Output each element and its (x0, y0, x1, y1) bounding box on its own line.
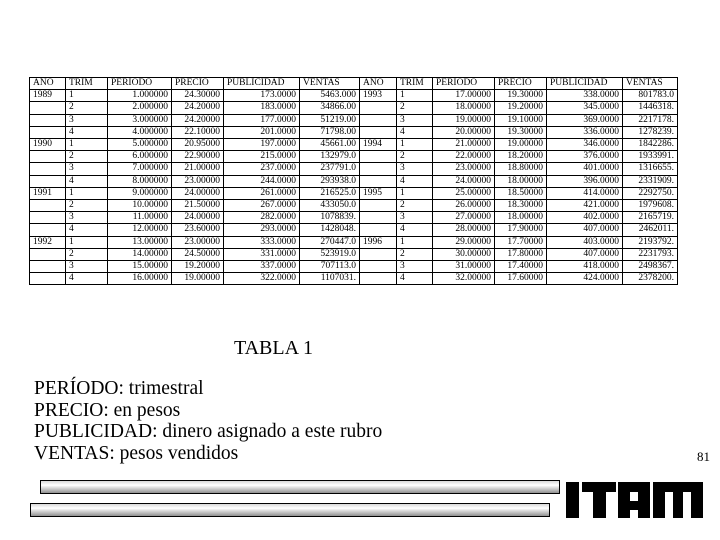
table-cell: 2 (397, 102, 433, 114)
table-cell: 13.00000 (108, 236, 172, 248)
table-cell: 22.90000 (172, 151, 224, 163)
table-cell: 2217178. (623, 114, 678, 126)
table-cell (30, 212, 66, 224)
table-cell: 4 (66, 224, 108, 236)
table-cell (30, 175, 66, 187)
table-cell: 2231793. (623, 248, 678, 260)
table-cell: 183.0000 (224, 102, 300, 114)
definitions-list (34, 378, 382, 464)
table-cell: 1 (397, 187, 433, 199)
column-header: AÑO (360, 78, 397, 90)
column-header: VENTAS (300, 78, 360, 90)
table-cell: 18.30000 (495, 200, 547, 212)
table-row (30, 90, 678, 102)
table-cell: 71798.00 (300, 126, 360, 138)
table-cell: 1989 (30, 90, 66, 102)
table-cell: 17.60000 (495, 273, 547, 285)
table-cell: 424.0000 (547, 273, 623, 285)
table-cell: 197.0000 (224, 139, 300, 151)
table-cell: 22.00000 (433, 151, 495, 163)
page-number: 81 (697, 449, 710, 464)
table-cell: 3 (397, 114, 433, 126)
table-cell: 32.00000 (433, 273, 495, 285)
table-cell: 24.20000 (172, 114, 224, 126)
table-cell: 333.0000 (224, 236, 300, 248)
table-cell: 20.00000 (433, 126, 495, 138)
table-cell: 24.50000 (172, 248, 224, 260)
table-cell: 1316655. (623, 163, 678, 175)
table-cell: 345.0000 (547, 102, 623, 114)
table-cell: 270447.0 (300, 236, 360, 248)
table-caption: TABLA 1 (234, 337, 313, 359)
table-cell: 19.10000 (495, 114, 547, 126)
table-cell: 2 (66, 151, 108, 163)
column-header: PUBLICIDAD (224, 78, 300, 90)
table-cell (360, 126, 397, 138)
table-cell: 11.00000 (108, 212, 172, 224)
table-cell: 3 (66, 212, 108, 224)
table-cell: 1 (66, 139, 108, 151)
table-cell (30, 261, 66, 273)
table-cell: 18.00000 (495, 175, 547, 187)
table-cell: 215.0000 (224, 151, 300, 163)
table-cell: 418.0000 (547, 261, 623, 273)
table-row (30, 126, 678, 138)
table-cell: 24.00000 (172, 187, 224, 199)
table-cell: 401.0000 (547, 163, 623, 175)
table-cell: 4 (66, 273, 108, 285)
table-cell: 4 (397, 224, 433, 236)
table-cell: 1 (66, 90, 108, 102)
table-cell (360, 163, 397, 175)
table-header-row (30, 78, 678, 90)
table-cell: 293.0000 (224, 224, 300, 236)
table-cell: 23.00000 (172, 175, 224, 187)
definition-publicidad: PUBLICIDAD: dinero asignado a este rubro (34, 421, 383, 442)
table-cell: 4 (66, 126, 108, 138)
table-cell: 1991 (30, 187, 66, 199)
table-cell: 19.20000 (495, 102, 547, 114)
table-cell: 421.0000 (547, 200, 623, 212)
table-cell: 403.0000 (547, 236, 623, 248)
table-cell: 1996 (360, 236, 397, 248)
table-cell: 216525.0 (300, 187, 360, 199)
table-cell: 132979.0 (300, 151, 360, 163)
table-cell: 5463.000 (300, 90, 360, 102)
decorative-bar-bottom (30, 503, 550, 517)
table-cell: 2292750. (623, 187, 678, 199)
table-cell: 376.0000 (547, 151, 623, 163)
column-header: PRECIO (172, 78, 224, 90)
table-row (30, 151, 678, 163)
table-cell: 21.50000 (172, 200, 224, 212)
table-cell: 18.80000 (495, 163, 547, 175)
table-cell (360, 261, 397, 273)
table-cell (30, 224, 66, 236)
table-cell: 4 (397, 273, 433, 285)
table-cell: 18.00000 (433, 102, 495, 114)
table-cell: 3 (66, 261, 108, 273)
table-cell: 2378200. (623, 273, 678, 285)
table-cell: 22.10000 (172, 126, 224, 138)
table-cell: 177.0000 (224, 114, 300, 126)
table-cell: 267.0000 (224, 200, 300, 212)
column-header: TRIM (66, 78, 108, 90)
table-cell: 45661.00 (300, 139, 360, 151)
table-cell: 14.00000 (108, 248, 172, 260)
table-row (30, 261, 678, 273)
table-cell: 10.00000 (108, 200, 172, 212)
table-cell: 21.00000 (172, 163, 224, 175)
table-cell: 8.000000 (108, 175, 172, 187)
table-cell: 407.0000 (547, 224, 623, 236)
table-cell: 30.00000 (433, 248, 495, 260)
table-cell (30, 126, 66, 138)
table-cell: 1994 (360, 139, 397, 151)
table-cell: 1107031. (300, 273, 360, 285)
definition-ventas: VENTAS: pesos vendidos (34, 442, 239, 464)
table-cell: 322.0000 (224, 273, 300, 285)
table-cell: 18.20000 (495, 151, 547, 163)
table-cell: 337.0000 (224, 261, 300, 273)
table-cell: 3 (66, 163, 108, 175)
table-cell: 4 (66, 175, 108, 187)
table-cell: 16.00000 (108, 273, 172, 285)
table-cell: 1446318. (623, 102, 678, 114)
table-cell (360, 248, 397, 260)
table-cell: 17.00000 (433, 90, 495, 102)
table-cell: 17.90000 (495, 224, 547, 236)
table-cell: 12.00000 (108, 224, 172, 236)
table-cell: 1.000000 (108, 90, 172, 102)
table-cell: 2 (66, 248, 108, 260)
table-cell: 2462011. (623, 224, 678, 236)
table-cell: 1 (66, 236, 108, 248)
table-cell: 18.00000 (495, 212, 547, 224)
table-cell: 3.000000 (108, 114, 172, 126)
table-cell: 2 (66, 102, 108, 114)
table-cell: 261.0000 (224, 187, 300, 199)
itam-logo (566, 478, 706, 522)
table-cell: 433050.0 (300, 200, 360, 212)
table-cell: 28.00000 (433, 224, 495, 236)
table-cell: 4 (397, 175, 433, 187)
definition-periodo: PERÍODO: trimestral (34, 378, 204, 399)
table-cell (360, 224, 397, 236)
table-cell: 1933991. (623, 151, 678, 163)
table-cell: 707113.0 (300, 261, 360, 273)
table-cell: 27.00000 (433, 212, 495, 224)
table-cell: 1 (397, 90, 433, 102)
table-cell: 4 (397, 126, 433, 138)
table-cell: 25.00000 (433, 187, 495, 199)
table-cell: 1078839. (300, 212, 360, 224)
table-cell: 369.0000 (547, 114, 623, 126)
table-cell: 2165719. (623, 212, 678, 224)
table-cell: 24.00000 (433, 175, 495, 187)
decorative-bar-top (40, 480, 560, 494)
table-cell (360, 273, 397, 285)
table-cell: 24.00000 (172, 212, 224, 224)
table-row (30, 212, 678, 224)
table-cell: 17.40000 (495, 261, 547, 273)
table-cell: 801783.0 (623, 90, 678, 102)
table-cell: 51219.00 (300, 114, 360, 126)
table-cell: 31.00000 (433, 261, 495, 273)
table-cell: 1995 (360, 187, 397, 199)
table-cell: 15.00000 (108, 261, 172, 273)
table-cell: 29.00000 (433, 236, 495, 248)
table-cell (30, 200, 66, 212)
table-cell: 1278239. (623, 126, 678, 138)
table-cell: 2 (397, 151, 433, 163)
table-cell: 3 (397, 163, 433, 175)
table-cell: 23.00000 (433, 163, 495, 175)
table-cell: 282.0000 (224, 212, 300, 224)
table-cell: 336.0000 (547, 126, 623, 138)
table-cell: 19.00000 (495, 139, 547, 151)
table-cell: 338.0000 (547, 90, 623, 102)
table-cell: 26.00000 (433, 200, 495, 212)
table-cell: 2193792. (623, 236, 678, 248)
table-cell: 1990 (30, 139, 66, 151)
table-cell: 2 (397, 200, 433, 212)
table-cell: 396.0000 (547, 175, 623, 187)
table-cell: 19.20000 (172, 261, 224, 273)
table-cell: 201.0000 (224, 126, 300, 138)
table-cell: 19.30000 (495, 90, 547, 102)
table-cell: 2498367. (623, 261, 678, 273)
table-row (30, 102, 678, 114)
table-cell: 19.30000 (495, 126, 547, 138)
column-header: PERIODO (433, 78, 495, 90)
table-cell: 2.000000 (108, 102, 172, 114)
column-header: AÑO (30, 78, 66, 90)
table-cell: 173.0000 (224, 90, 300, 102)
table-row (30, 187, 678, 199)
table-cell: 24.30000 (172, 90, 224, 102)
table-cell (360, 102, 397, 114)
table-cell (360, 151, 397, 163)
table-row (30, 236, 678, 248)
table-row (30, 248, 678, 260)
column-header: PRECIO (495, 78, 547, 90)
table-cell: 20.95000 (172, 139, 224, 151)
table-cell: 244.0000 (224, 175, 300, 187)
table-cell: 1842286. (623, 139, 678, 151)
table-cell: 1993 (360, 90, 397, 102)
table-row (30, 273, 678, 285)
table-cell: 3 (66, 114, 108, 126)
table-cell: 7.000000 (108, 163, 172, 175)
table-cell: 3 (397, 212, 433, 224)
table-cell (30, 163, 66, 175)
table-cell: 1979608. (623, 200, 678, 212)
table-cell (360, 114, 397, 126)
table-cell: 23.00000 (172, 236, 224, 248)
table-cell (30, 151, 66, 163)
table-body (30, 90, 678, 285)
table-cell: 17.70000 (495, 236, 547, 248)
table-cell (360, 212, 397, 224)
table-row (30, 163, 678, 175)
table-cell: 6.000000 (108, 151, 172, 163)
table-cell: 17.80000 (495, 248, 547, 260)
table-cell: 2 (397, 248, 433, 260)
table-cell: 34866.00 (300, 102, 360, 114)
table-cell: 3 (397, 261, 433, 273)
column-header: PERIODO (108, 78, 172, 90)
table-row (30, 114, 678, 126)
table-cell: 19.00000 (433, 114, 495, 126)
table-cell: 9.000000 (108, 187, 172, 199)
table-cell: 331.0000 (224, 248, 300, 260)
table-cell (30, 102, 66, 114)
table-row (30, 139, 678, 151)
table-cell: 237.0000 (224, 163, 300, 175)
table-row (30, 224, 678, 236)
table-cell (30, 114, 66, 126)
data-table (29, 77, 678, 285)
definition-precio: PRECIO: en pesos (34, 399, 181, 421)
table-cell (360, 175, 397, 187)
table-cell: 5.000000 (108, 139, 172, 151)
table-cell: 414.0000 (547, 187, 623, 199)
column-header: TRIM (397, 78, 433, 90)
table-cell: 346.0000 (547, 139, 623, 151)
table-cell (360, 200, 397, 212)
table-cell: 18.50000 (495, 187, 547, 199)
column-header: VENTAS (623, 78, 678, 90)
table-cell: 2331909. (623, 175, 678, 187)
table-cell: 4.000000 (108, 126, 172, 138)
table-cell: 1 (397, 236, 433, 248)
table-cell: 21.00000 (433, 139, 495, 151)
table-cell: 23.60000 (172, 224, 224, 236)
table-cell: 407.0000 (547, 248, 623, 260)
table-row (30, 175, 678, 187)
column-header: PUBLICIDAD (547, 78, 623, 90)
table-cell: 1428048. (300, 224, 360, 236)
table-cell: 24.20000 (172, 102, 224, 114)
table-cell: 293938.0 (300, 175, 360, 187)
table-cell (30, 273, 66, 285)
table-cell: 19.00000 (172, 273, 224, 285)
table-cell: 237791.0 (300, 163, 360, 175)
table-cell: 2 (66, 200, 108, 212)
table-cell: 402.0000 (547, 212, 623, 224)
table-cell (30, 248, 66, 260)
table-row (30, 200, 678, 212)
table-cell: 1 (66, 187, 108, 199)
table-cell: 1 (397, 139, 433, 151)
table-cell: 1992 (30, 236, 66, 248)
table-cell: 523919.0 (300, 248, 360, 260)
